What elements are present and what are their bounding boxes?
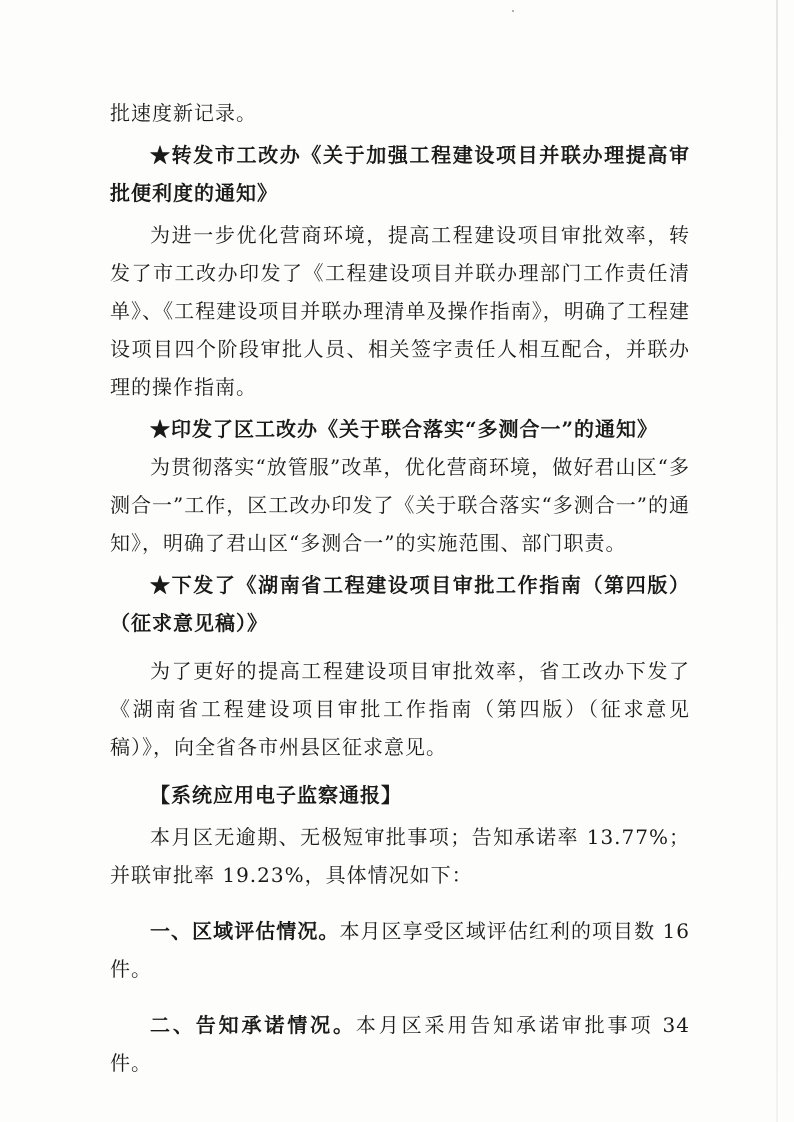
section-heading-multi-survey: ★印发了区工改办《关于联合落实“多测合一”的通知》 <box>150 417 659 441</box>
paragraph-forward-notice: 为进一步优化营商环境，提高工程建设项目审批效率，转发了市工改办印发了《工程建设项目并联办理部门工作责任清单》、《工程建设项目并联办理清单及操作指南》，明确了工程建设项目四个阶段审批人员、相关签字责任人相互配合，并联办理的操作指南。 <box>110 223 690 399</box>
paragraph-continuation: 批速度新记录。 <box>110 101 257 125</box>
section-heading-supervision: 【系统应用电子监察通报】 <box>150 783 402 807</box>
document-body <box>110 94 690 1082</box>
item-title: 一、区域评估情况。 <box>150 919 340 943</box>
item-notification-commitment <box>110 1006 690 1082</box>
section-heading-guide: ★下发了《湖南省工程建设项目审批工作指南（第四版）（征求意见稿）》 <box>110 573 690 635</box>
item-text: 本月区采用告知承诺审批事项 34 件。 <box>110 1013 691 1075</box>
section-heading-forward-notice: ★转发市工改办《关于加强工程建设项目并联办理提高审批便利度的通知》 <box>110 143 690 205</box>
paragraph-multi-survey: 为贯彻落实“放管服”改革，优化营商环境，做好君山区“多测合一”工作，区工改办印发了《关于联合落实“多测合一”的通知》，明确了君山区“多测合一”的实施范围、部门职责。 <box>110 455 690 555</box>
scan-speck <box>512 10 514 12</box>
item-regional-assessment <box>110 912 690 988</box>
paragraph-guide: 为了更好的提高工程建设项目审批效率，省工改办下发了《湖南省工程建设项目审批工作指南（第四版）（征求意见稿）》，向全省各市州县区征求意见。 <box>110 659 690 759</box>
scan-edge <box>776 0 778 1122</box>
item-title: 二、告知承诺情况。 <box>150 1013 356 1037</box>
paragraph-supervision: 本月区无逾期、无极短审批事项；告知承诺率 13.77%；并联审批率 19.23%，具体情况如下： <box>110 825 690 887</box>
item-text: 本月区享受区域评估红利的项目数 16 件。 <box>110 919 691 981</box>
